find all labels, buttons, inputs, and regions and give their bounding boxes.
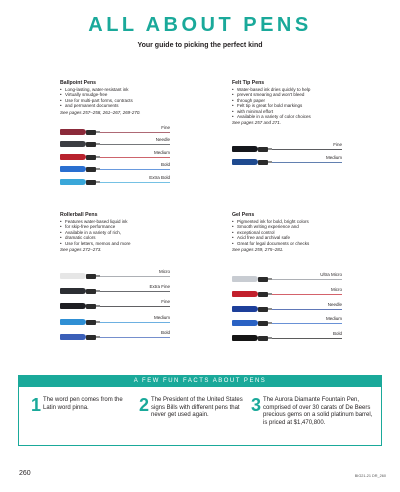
pen-body <box>60 179 86 185</box>
bullet-item: • Use for multi-part forms, contracts <box>60 98 200 103</box>
pen-grip <box>86 289 96 294</box>
rollerball-title: Rollerball Pens <box>60 212 98 218</box>
bullet-item: • dramatic colors <box>60 235 200 240</box>
pen-image <box>232 316 342 327</box>
pen-grip <box>86 274 96 279</box>
pen-label: Bold <box>160 162 170 167</box>
pen-body <box>60 288 86 294</box>
gel-section <box>232 212 372 252</box>
bullet-item: • Long-lasting, water-resistant ink <box>60 87 200 92</box>
pen-grip <box>258 277 268 282</box>
pen-body <box>232 291 258 297</box>
felttip-pages: See pages 257 and 271. <box>232 120 282 126</box>
pen-image <box>232 331 342 342</box>
pen-image <box>232 272 342 283</box>
ink-line <box>100 169 170 170</box>
bullet-item: • Smooth writing experience and <box>232 224 372 229</box>
ink-line <box>272 294 342 295</box>
fact-text: The word pen comes from the Latin word pinna. <box>43 397 123 411</box>
pen-label: Ultra Micro <box>320 272 342 277</box>
pen-body <box>60 273 86 279</box>
pen-grip <box>86 155 96 160</box>
felttip-section <box>232 80 372 125</box>
bullet-item: • for skip-free performance <box>60 224 200 229</box>
pen-body <box>60 319 86 325</box>
pen-label: Bold <box>160 330 170 335</box>
fact-number: 2 <box>139 395 150 415</box>
pen-label: Needle <box>327 302 342 307</box>
pen-grip <box>86 320 96 325</box>
fact-text: The Aurora Diamante Fountain Pen, comprised of over 30 carats of De Beers precious gems on a solid platinum barrel, is priced at $1,470,800. <box>263 397 373 426</box>
fact-number: 1 <box>31 395 42 415</box>
pen-label: Fine <box>333 142 342 147</box>
ink-line <box>272 279 342 280</box>
facts-header: A FEW FUN FACTS ABOUT PENS <box>18 375 382 387</box>
pen-label: Fine <box>161 299 170 304</box>
bullet-item: • Water-based ink dries quickly to help <box>232 87 372 92</box>
pen-label: Bold <box>332 331 342 336</box>
ballpoint-section <box>60 80 200 115</box>
bullet-item: • Available in a variety of rich, <box>60 230 200 235</box>
pen-body <box>232 335 258 341</box>
pen-body <box>232 276 258 282</box>
pen-image <box>60 330 170 341</box>
ink-line <box>100 322 170 323</box>
bullet-item: • Available in a variety of color choices <box>232 114 372 119</box>
pen-label: Medium <box>153 315 170 320</box>
pen-label: Medium <box>325 316 342 321</box>
pen-image <box>232 287 342 298</box>
pen-grip <box>258 321 268 326</box>
pen-body <box>60 303 86 309</box>
bullet-item: • and permanent documents <box>60 103 200 108</box>
pen-label: Medium <box>153 150 170 155</box>
rollerball-section <box>60 212 200 252</box>
bullet-item: • Pigmented ink for bold, bright colors <box>232 219 372 224</box>
catalog-code: BIG21-21 DR_260 <box>354 474 386 478</box>
bullet-item: • Virtually smudge-free <box>60 92 200 97</box>
ballpoint-title: Ballpoint Pens <box>60 80 97 86</box>
gel-title: Gel Pens <box>232 212 255 218</box>
facts-box <box>18 387 382 446</box>
ink-line <box>100 276 170 277</box>
ink-line <box>272 149 342 150</box>
pen-label: Micro <box>331 287 342 292</box>
pen-image <box>60 125 170 136</box>
pen-grip <box>86 142 96 147</box>
gel-pen-list <box>232 272 342 349</box>
felttip-title: Felt Tip Pens <box>232 80 265 86</box>
ink-line <box>100 306 170 307</box>
pen-grip <box>258 160 268 165</box>
pen-grip <box>86 304 96 309</box>
ink-line <box>100 182 170 183</box>
pen-body <box>232 146 258 152</box>
page-subtitle: Your guide to picking the perfect kind <box>137 42 263 49</box>
ballpoint-pen-list <box>60 125 170 190</box>
ink-line <box>272 309 342 310</box>
bullet-item: • through paper <box>232 98 372 103</box>
pen-image <box>60 315 170 326</box>
pen-image <box>60 269 170 280</box>
bullet-item: • with minimal effort <box>232 109 372 114</box>
pen-grip <box>258 292 268 297</box>
pen-label: Extra Fine <box>149 284 170 289</box>
fact-text: The President of the United States signs Bills with different pens that never get used again. <box>151 397 243 418</box>
pen-image <box>232 142 342 153</box>
ink-line <box>100 291 170 292</box>
pen-label: Fine <box>161 125 170 130</box>
gel-pages: See pages 259, 275–281. <box>232 247 284 253</box>
ballpoint-pages: See pages 257–258, 261–267, 269-270. <box>60 109 141 115</box>
pen-grip <box>258 336 268 341</box>
pen-body <box>232 159 258 165</box>
felttip-bullets <box>232 87 372 119</box>
pen-body <box>60 154 86 160</box>
pen-body <box>60 141 86 147</box>
ink-line <box>272 323 342 324</box>
pen-image <box>60 299 170 310</box>
pen-label: Medium <box>325 155 342 160</box>
pen-grip <box>86 130 96 135</box>
pen-body <box>232 306 258 312</box>
pen-label: Micro <box>159 269 170 274</box>
rollerball-bullets <box>60 219 200 246</box>
bullet-item: • Acid free and archival safe <box>232 235 372 240</box>
fact-number: 3 <box>251 395 262 415</box>
bullet-item: • Use for letters, memos and more <box>60 241 200 246</box>
rollerball-pages: See pages 272–273. <box>60 247 102 253</box>
rollerball-pen-list <box>60 269 170 348</box>
pen-image <box>232 302 342 313</box>
bullet-item: • exceptional control <box>232 230 372 235</box>
ink-line <box>100 132 170 133</box>
bullet-item: • Felt tip is great for bold markings <box>232 103 372 108</box>
pen-image <box>60 162 170 173</box>
pen-label: Needle <box>155 137 170 142</box>
ink-line <box>100 337 170 338</box>
pen-image <box>60 150 170 161</box>
pen-body <box>60 334 86 340</box>
pen-image <box>60 284 170 295</box>
pen-image <box>60 175 170 186</box>
bullet-item: • Great for legal documents or checks <box>232 241 372 246</box>
gel-bullets <box>232 219 372 246</box>
pen-body <box>232 320 258 326</box>
pen-grip <box>86 167 96 172</box>
pen-image <box>60 137 170 148</box>
ink-line <box>100 157 170 158</box>
ink-line <box>100 144 170 145</box>
page-number: 260 <box>19 470 31 477</box>
pen-label: Extra Bold <box>149 175 170 180</box>
pen-image <box>232 155 342 166</box>
ink-line <box>272 162 342 163</box>
felttip-pen-list <box>232 142 342 171</box>
pen-grip <box>258 307 268 312</box>
bullet-item: • prevent smearing and won't bleed <box>232 92 372 97</box>
ink-line <box>272 338 342 339</box>
pen-body <box>60 166 86 172</box>
pen-grip <box>86 180 96 185</box>
pen-grip <box>86 335 96 340</box>
pen-grip <box>258 147 268 152</box>
page-title: ALL ABOUT PENS <box>88 14 312 36</box>
bullet-item: • Features water-based liquid ink <box>60 219 200 224</box>
pen-body <box>60 129 86 135</box>
ballpoint-bullets <box>60 87 200 109</box>
